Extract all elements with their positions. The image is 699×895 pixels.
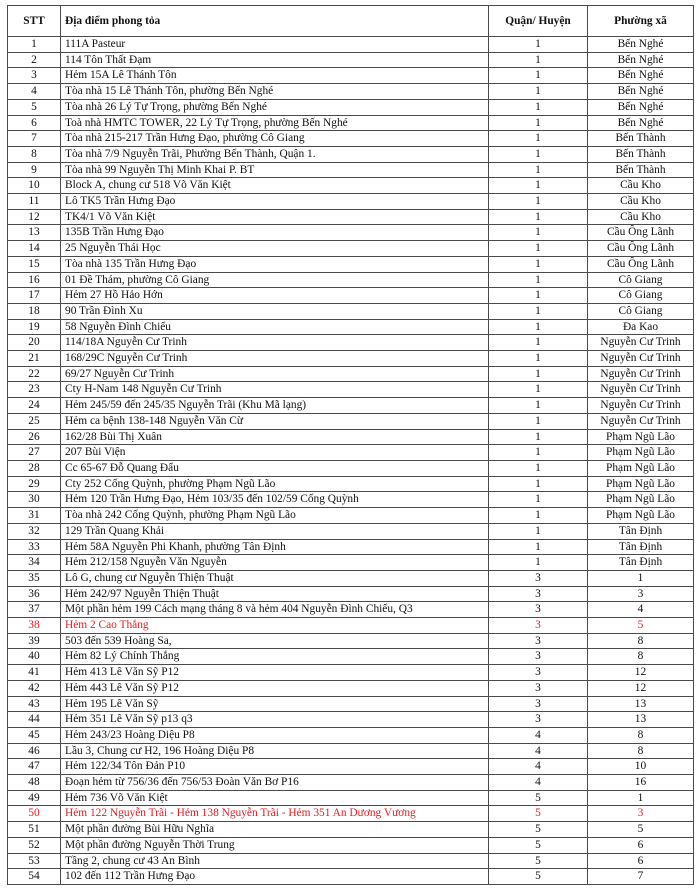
- row-location-cell: Hẻm 195 Lê Văn Sỹ: [61, 696, 489, 712]
- row-district-cell: 3: [489, 570, 588, 586]
- row-district-cell: 1: [489, 241, 588, 257]
- row-stt-cell: 5: [8, 99, 61, 115]
- table-body: [8, 37, 694, 885]
- row-location-cell: 162/28 Bùi Thị Xuân: [61, 429, 489, 445]
- row-location-cell: Hẻm 242/97 Nguyễn Thiện Thuật: [61, 586, 489, 602]
- table-row: [8, 602, 694, 618]
- row-stt-cell: 4: [8, 84, 61, 100]
- table-row: [8, 413, 694, 429]
- row-stt-cell: 21: [8, 351, 61, 367]
- row-ward-cell: Cầu Ông Lãnh: [588, 241, 694, 257]
- row-district-cell: 1: [489, 413, 588, 429]
- row-stt-cell: 16: [8, 272, 61, 288]
- row-location-cell: Hẻm 245/59 đến 245/35 Nguyễn Trãi (Khu Mã lạng): [61, 398, 489, 414]
- row-district-cell: 1: [489, 178, 588, 194]
- row-district-cell: 4: [489, 759, 588, 775]
- row-location-cell: Hẻm 122/34 Tôn Đản P10: [61, 759, 489, 775]
- row-stt-cell: 41: [8, 665, 61, 681]
- row-stt-cell: 19: [8, 319, 61, 335]
- row-district-cell: 1: [489, 52, 588, 68]
- table-row: [8, 806, 694, 822]
- table-row: [8, 492, 694, 508]
- row-location-cell: Lô TK5 Trần Hưng Đạo: [61, 194, 489, 210]
- row-district-cell: 5: [489, 822, 588, 838]
- table-row: [8, 759, 694, 775]
- table-row: [8, 272, 694, 288]
- row-ward-cell: Phạm Ngũ Lão: [588, 460, 694, 476]
- table-row: [8, 790, 694, 806]
- header-district: Quận/ Huyện: [489, 6, 588, 37]
- table-row: [8, 99, 694, 115]
- table-row: [8, 445, 694, 461]
- table-row: [8, 288, 694, 304]
- row-ward-cell: 8: [588, 633, 694, 649]
- row-ward-cell: Phạm Ngũ Lão: [588, 476, 694, 492]
- row-location-cell: 58 Nguyễn Đình Chiểu: [61, 319, 489, 335]
- row-ward-cell: Bến Nghé: [588, 37, 694, 53]
- row-location-cell: Một phần đường Bùi Hữu Nghĩa: [61, 822, 489, 838]
- row-stt-cell: 33: [8, 539, 61, 555]
- row-ward-cell: 13: [588, 712, 694, 728]
- row-stt-cell: 27: [8, 445, 61, 461]
- row-location-cell: Hẻm 736 Võ Văn Kiệt: [61, 790, 489, 806]
- row-district-cell: 1: [489, 256, 588, 272]
- table-row: [8, 523, 694, 539]
- row-district-cell: 4: [489, 743, 588, 759]
- row-stt-cell: 7: [8, 131, 61, 147]
- row-district-cell: 5: [489, 837, 588, 853]
- row-ward-cell: 16: [588, 775, 694, 791]
- row-ward-cell: 8: [588, 727, 694, 743]
- row-district-cell: 4: [489, 727, 588, 743]
- row-ward-cell: Nguyễn Cư Trinh: [588, 366, 694, 382]
- row-district-cell: 1: [489, 303, 588, 319]
- row-district-cell: 1: [489, 366, 588, 382]
- row-stt-cell: 37: [8, 602, 61, 618]
- row-ward-cell: 6: [588, 837, 694, 853]
- row-stt-cell: 3: [8, 68, 61, 84]
- row-ward-cell: Bến Nghé: [588, 115, 694, 131]
- row-district-cell: 1: [489, 115, 588, 131]
- header-ward: Phường xã: [588, 6, 694, 37]
- row-ward-cell: Phạm Ngũ Lão: [588, 492, 694, 508]
- row-district-cell: 1: [489, 272, 588, 288]
- row-location-cell: 111A Pasteur: [61, 37, 489, 53]
- row-location-cell: Tòa nhà 26 Lý Tự Trọng, phường Bến Nghé: [61, 99, 489, 115]
- row-ward-cell: Nguyễn Cư Trinh: [588, 335, 694, 351]
- row-stt-cell: 30: [8, 492, 61, 508]
- row-location-cell: Hẻm 413 Lê Văn Sỹ P12: [61, 665, 489, 681]
- row-ward-cell: Nguyễn Cư Trinh: [588, 413, 694, 429]
- table-row: [8, 869, 694, 885]
- row-ward-cell: 5: [588, 822, 694, 838]
- row-ward-cell: Đa Kao: [588, 319, 694, 335]
- row-location-cell: 168/29C Nguyễn Cư Trinh: [61, 351, 489, 367]
- row-district-cell: 5: [489, 869, 588, 885]
- row-stt-cell: 53: [8, 853, 61, 869]
- row-district-cell: 1: [489, 131, 588, 147]
- row-ward-cell: Cô Giang: [588, 272, 694, 288]
- table-row: [8, 178, 694, 194]
- row-district-cell: 3: [489, 680, 588, 696]
- row-district-cell: 1: [489, 523, 588, 539]
- row-ward-cell: Cầu Kho: [588, 194, 694, 210]
- row-district-cell: 1: [489, 84, 588, 100]
- row-stt-cell: 29: [8, 476, 61, 492]
- row-ward-cell: Bến Nghé: [588, 84, 694, 100]
- row-stt-cell: 45: [8, 727, 61, 743]
- table-row: [8, 303, 694, 319]
- table-row: [8, 382, 694, 398]
- row-ward-cell: Cầu Kho: [588, 209, 694, 225]
- row-stt-cell: 13: [8, 225, 61, 241]
- row-stt-cell: 24: [8, 398, 61, 414]
- row-district-cell: 3: [489, 665, 588, 681]
- row-ward-cell: 8: [588, 743, 694, 759]
- row-district-cell: 1: [489, 398, 588, 414]
- row-district-cell: 1: [489, 460, 588, 476]
- row-location-cell: Một phần hẻm 199 Cách mạng tháng 8 và hẻm 404 Nguyễn Đình Chiểu, Q3: [61, 602, 489, 618]
- row-stt-cell: 46: [8, 743, 61, 759]
- row-stt-cell: 38: [8, 618, 61, 634]
- row-ward-cell: Phạm Ngũ Lão: [588, 445, 694, 461]
- row-location-cell: 69/27 Nguyễn Cư Trinh: [61, 366, 489, 382]
- row-location-cell: 01 Đề Thám, phường Cô Giang: [61, 272, 489, 288]
- row-stt-cell: 50: [8, 806, 61, 822]
- row-ward-cell: Nguyễn Cư Trinh: [588, 398, 694, 414]
- table-row: [8, 618, 694, 634]
- row-location-cell: 90 Trần Đình Xu: [61, 303, 489, 319]
- table-row: [8, 586, 694, 602]
- table-row: [8, 555, 694, 571]
- table-row: [8, 649, 694, 665]
- table-row: [8, 146, 694, 162]
- row-location-cell: Lô G, chung cư Nguyễn Thiện Thuật: [61, 570, 489, 586]
- row-ward-cell: 3: [588, 806, 694, 822]
- row-stt-cell: 28: [8, 460, 61, 476]
- row-location-cell: 114 Tôn Thất Đạm: [61, 52, 489, 68]
- row-stt-cell: 15: [8, 256, 61, 272]
- row-location-cell: 207 Bùi Viện: [61, 445, 489, 461]
- table-row: [8, 366, 694, 382]
- row-district-cell: 1: [489, 99, 588, 115]
- row-district-cell: 3: [489, 696, 588, 712]
- row-stt-cell: 36: [8, 586, 61, 602]
- row-location-cell: 25 Nguyễn Thái Học: [61, 241, 489, 257]
- row-location-cell: 129 Trần Quang Khải: [61, 523, 489, 539]
- row-district-cell: 1: [489, 382, 588, 398]
- row-district-cell: 1: [489, 146, 588, 162]
- row-ward-cell: Cầu Ông Lãnh: [588, 256, 694, 272]
- row-ward-cell: 6: [588, 853, 694, 869]
- table-row: [8, 194, 694, 210]
- table-row: [8, 633, 694, 649]
- row-stt-cell: 32: [8, 523, 61, 539]
- table-row: [8, 696, 694, 712]
- row-stt-cell: 54: [8, 869, 61, 885]
- row-ward-cell: Bến Thành: [588, 162, 694, 178]
- row-stt-cell: 8: [8, 146, 61, 162]
- row-location-cell: 102 đến 112 Trần Hưng Đạo: [61, 869, 489, 885]
- row-location-cell: Hẻm 15A Lê Thánh Tôn: [61, 68, 489, 84]
- row-stt-cell: 25: [8, 413, 61, 429]
- row-stt-cell: 10: [8, 178, 61, 194]
- row-stt-cell: 18: [8, 303, 61, 319]
- row-ward-cell: 1: [588, 790, 694, 806]
- row-district-cell: 1: [489, 351, 588, 367]
- table-row: [8, 429, 694, 445]
- row-location-cell: Hẻm 2 Cao Thắng: [61, 618, 489, 634]
- row-stt-cell: 52: [8, 837, 61, 853]
- row-location-cell: Hẻm 58A Nguyễn Phi Khanh, phường Tân Định: [61, 539, 489, 555]
- table-row: [8, 476, 694, 492]
- row-location-cell: Hẻm 27 Hồ Hảo Hớn: [61, 288, 489, 304]
- row-stt-cell: 23: [8, 382, 61, 398]
- row-district-cell: 1: [489, 429, 588, 445]
- row-stt-cell: 47: [8, 759, 61, 775]
- row-ward-cell: Cầu Ông Lãnh: [588, 225, 694, 241]
- table-row: [8, 680, 694, 696]
- row-ward-cell: 13: [588, 696, 694, 712]
- row-stt-cell: 20: [8, 335, 61, 351]
- row-ward-cell: Tân Định: [588, 539, 694, 555]
- row-district-cell: 1: [489, 492, 588, 508]
- row-ward-cell: 12: [588, 680, 694, 696]
- row-location-cell: 114/18A Nguyễn Cư Trinh: [61, 335, 489, 351]
- row-stt-cell: 6: [8, 115, 61, 131]
- row-location-cell: Một phần đường Nguyễn Thời Trung: [61, 837, 489, 853]
- row-location-cell: Tòa nhà 215-217 Trần Hưng Đạo, phường Cô Giang: [61, 131, 489, 147]
- row-stt-cell: 31: [8, 508, 61, 524]
- table-row: [8, 256, 694, 272]
- row-location-cell: 135B Trần Hưng Đạo: [61, 225, 489, 241]
- table-row: [8, 508, 694, 524]
- table-row: [8, 837, 694, 853]
- row-district-cell: 4: [489, 775, 588, 791]
- row-ward-cell: 10: [588, 759, 694, 775]
- row-location-cell: Hẻm 82 Lý Chính Thắng: [61, 649, 489, 665]
- row-district-cell: 3: [489, 618, 588, 634]
- row-district-cell: 1: [489, 335, 588, 351]
- row-district-cell: 3: [489, 602, 588, 618]
- row-ward-cell: Bến Nghé: [588, 99, 694, 115]
- header-row: [8, 6, 694, 37]
- row-district-cell: 5: [489, 806, 588, 822]
- table-row: [8, 539, 694, 555]
- table-row: [8, 822, 694, 838]
- row-stt-cell: 34: [8, 555, 61, 571]
- table-row: [8, 68, 694, 84]
- row-stt-cell: 39: [8, 633, 61, 649]
- table-row: [8, 727, 694, 743]
- table-row: [8, 162, 694, 178]
- row-location-cell: Lầu 3, Chung cư H2, 196 Hoàng Diệu P8: [61, 743, 489, 759]
- row-location-cell: Tòa nhà 242 Cống Quỳnh, phường Phạm Ngũ Lão: [61, 508, 489, 524]
- row-stt-cell: 9: [8, 162, 61, 178]
- row-location-cell: Tòa nhà 7/9 Nguyễn Trãi, Phường Bến Thành, Quận 1.: [61, 146, 489, 162]
- row-ward-cell: 4: [588, 602, 694, 618]
- row-ward-cell: 7: [588, 869, 694, 885]
- table-header: [8, 6, 694, 37]
- row-location-cell: Tòa nhà 15 Lê Thánh Tôn, phường Bến Nghé: [61, 84, 489, 100]
- row-ward-cell: Bến Thành: [588, 146, 694, 162]
- table-row: [8, 319, 694, 335]
- row-location-cell: Hẻm 122 Nguyễn Trãi - Hẻm 138 Nguyễn Trãi - Hẻm 351 An Dương Vương: [61, 806, 489, 822]
- table-row: [8, 775, 694, 791]
- row-location-cell: Đoạn hẻm từ 756/36 đến 756/53 Đoàn Văn Bơ P16: [61, 775, 489, 791]
- header-location: Địa điểm phong tỏa: [61, 6, 489, 37]
- row-ward-cell: Tân Định: [588, 523, 694, 539]
- row-stt-cell: 11: [8, 194, 61, 210]
- lockdown-locations-table: [7, 5, 694, 885]
- row-location-cell: Tòa nhà 99 Nguyễn Thị Minh Khai P. BT: [61, 162, 489, 178]
- row-location-cell: Block A, chung cư 518 Võ Văn Kiệt: [61, 178, 489, 194]
- row-ward-cell: Phạm Ngũ Lão: [588, 429, 694, 445]
- table-row: [8, 398, 694, 414]
- row-location-cell: Hẻm 443 Lê Văn Sỹ P12: [61, 680, 489, 696]
- header-stt: STT: [8, 6, 61, 37]
- row-district-cell: 3: [489, 633, 588, 649]
- row-district-cell: 1: [489, 445, 588, 461]
- row-location-cell: Hẻm 243/23 Hoàng Diệu P8: [61, 727, 489, 743]
- row-district-cell: 1: [489, 319, 588, 335]
- table-row: [8, 853, 694, 869]
- row-ward-cell: Cầu Kho: [588, 178, 694, 194]
- row-district-cell: 5: [489, 853, 588, 869]
- row-district-cell: 1: [489, 68, 588, 84]
- row-stt-cell: 12: [8, 209, 61, 225]
- row-location-cell: Hẻm 212/158 Nguyễn Văn Nguyễn: [61, 555, 489, 571]
- row-location-cell: Cty 252 Cống Quỳnh, phường Phạm Ngũ Lão: [61, 476, 489, 492]
- row-ward-cell: Cô Giang: [588, 288, 694, 304]
- row-location-cell: TK4/1 Võ Văn Kiệt: [61, 209, 489, 225]
- row-stt-cell: 49: [8, 790, 61, 806]
- table-row: [8, 37, 694, 53]
- row-district-cell: 1: [489, 539, 588, 555]
- row-stt-cell: 43: [8, 696, 61, 712]
- table-row: [8, 460, 694, 476]
- row-ward-cell: Bến Nghé: [588, 52, 694, 68]
- row-ward-cell: Cô Giang: [588, 303, 694, 319]
- row-district-cell: 1: [489, 209, 588, 225]
- row-ward-cell: 5: [588, 618, 694, 634]
- row-district-cell: 3: [489, 649, 588, 665]
- table-row: [8, 225, 694, 241]
- row-district-cell: 1: [489, 194, 588, 210]
- row-location-cell: Tòa nhà 135 Trần Hưng Đạo: [61, 256, 489, 272]
- row-location-cell: 503 đến 539 Hoàng Sa,: [61, 633, 489, 649]
- table-row: [8, 570, 694, 586]
- row-stt-cell: 26: [8, 429, 61, 445]
- table-row: [8, 335, 694, 351]
- row-stt-cell: 1: [8, 37, 61, 53]
- row-district-cell: 5: [489, 790, 588, 806]
- row-location-cell: Tầng 2, chung cư 43 An Bình: [61, 853, 489, 869]
- row-district-cell: 1: [489, 162, 588, 178]
- row-ward-cell: 1: [588, 570, 694, 586]
- row-ward-cell: Nguyễn Cư Trinh: [588, 382, 694, 398]
- row-location-cell: Toà nhà HMTC TOWER, 22 Lý Tự Trọng, phường Bến Nghé: [61, 115, 489, 131]
- row-district-cell: 3: [489, 586, 588, 602]
- row-ward-cell: 8: [588, 649, 694, 665]
- row-location-cell: Hẻm 120 Trần Hưng Đạo, Hẻm 103/35 đến 102/59 Cống Quỳnh: [61, 492, 489, 508]
- row-stt-cell: 2: [8, 52, 61, 68]
- table-row: [8, 712, 694, 728]
- table-row: [8, 743, 694, 759]
- row-stt-cell: 51: [8, 822, 61, 838]
- row-district-cell: 1: [489, 555, 588, 571]
- row-ward-cell: 3: [588, 586, 694, 602]
- row-stt-cell: 35: [8, 570, 61, 586]
- table-row: [8, 115, 694, 131]
- row-stt-cell: 48: [8, 775, 61, 791]
- row-stt-cell: 44: [8, 712, 61, 728]
- row-district-cell: 1: [489, 476, 588, 492]
- table-row: [8, 209, 694, 225]
- row-district-cell: 1: [489, 37, 588, 53]
- row-ward-cell: Bến Thành: [588, 131, 694, 147]
- row-district-cell: 1: [489, 508, 588, 524]
- row-ward-cell: Tân Định: [588, 555, 694, 571]
- row-stt-cell: 42: [8, 680, 61, 696]
- row-ward-cell: 12: [588, 665, 694, 681]
- row-district-cell: 1: [489, 288, 588, 304]
- row-location-cell: Hẻm ca bệnh 138-148 Nguyễn Văn Cừ: [61, 413, 489, 429]
- row-ward-cell: Bến Nghé: [588, 68, 694, 84]
- table-row: [8, 665, 694, 681]
- row-ward-cell: Phạm Ngũ Lão: [588, 508, 694, 524]
- row-stt-cell: 22: [8, 366, 61, 382]
- row-district-cell: 1: [489, 225, 588, 241]
- table-row: [8, 351, 694, 367]
- table-row: [8, 84, 694, 100]
- row-location-cell: Cc 65-67 Đỗ Quang Đẩu: [61, 460, 489, 476]
- row-district-cell: 3: [489, 712, 588, 728]
- row-location-cell: Cty H-Nam 148 Nguyễn Cư Trinh: [61, 382, 489, 398]
- table-row: [8, 131, 694, 147]
- row-ward-cell: Nguyễn Cư Trinh: [588, 351, 694, 367]
- table-row: [8, 52, 694, 68]
- table-row: [8, 241, 694, 257]
- row-stt-cell: 40: [8, 649, 61, 665]
- row-location-cell: Hẻm 351 Lê Văn Sỹ p13 q3: [61, 712, 489, 728]
- row-stt-cell: 17: [8, 288, 61, 304]
- row-stt-cell: 14: [8, 241, 61, 257]
